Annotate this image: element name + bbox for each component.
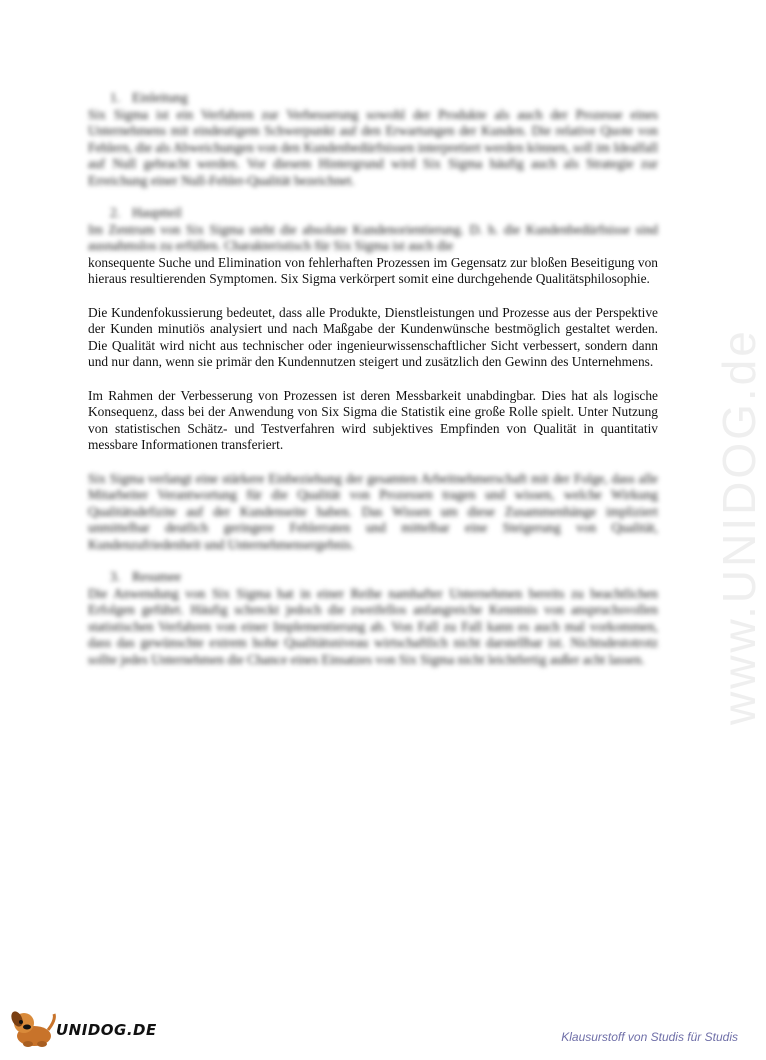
paragraph: Six Sigma ist ein Verfahren zur Verbesserung sowohl der Produkte als auch der Prozesse eines Unternehmens mit eindeutigem Schwerpunkt auf den Erwartungen der Kunden. Die relative Quote von Fehlern, die als Abweichungen von den Kundenbedürfnissen interpretiert werden können, soll im Idealfall auf Null gebracht werden. Vor diesem Hintergrund wird Six Sigma häufig auch als Strategie zur Erreichung einer Null-Fehler-Qualität bezeichnet. — [88, 106, 658, 188]
document-body — [88, 90, 658, 668]
paragraph: Die Kundenfokussierung bedeutet, dass alle Produkte, Dienstleistungen und Prozesse aus der Perspektive der Kunden minutiös analysiert und nach Maßgabe der Kundenwünsche bestmöglich gestaltet werden. Die Qualität wird nicht aus technischer oder ingenieurwissenschaftlicher Sicht verbessert, sondern dann und nur dann, wenn sie primär den Kundennutzen steigert und zusätzlich den Gewinn des Unternehmens. — [88, 304, 658, 369]
section-number: 3. — [110, 569, 121, 584]
watermark-text: www.UNIDOG.de — [713, 328, 765, 725]
section-introduction — [88, 90, 658, 189]
paragraph: Im Zentrum von Six Sigma steht die absolute Kundenorientierung. D. h. die Kundenbedürfnisse sind ausnahmslos zu erfüllen. Charakteristisch für Six Sigma ist auch die — [88, 221, 658, 253]
section-resume — [88, 569, 658, 668]
section-title: Resumee — [132, 569, 182, 584]
section-number: 2. — [110, 205, 121, 220]
section-title: Hauptteil — [132, 205, 182, 220]
paragraph: Die Anwendung von Six Sigma hat in einer Reihe namhafter Unternehmen bereits zu beachtlichen Erfolgen geführt. Häufig schreckt jedoch die zweifellos anfangreiche Kenntnis von anspruchsvollen statistischen Verfahren von einer Implementierung ab. Von Fall zu Fall kann es auch mal vorkommen, dass das gewünschte extrem hohe Qualitätsniveau wirtschaftlich nicht darstellbar ist. Nichtsdestotrotz sollte jedes Unternehmen die Chance eines Einsatzes von Six Sigma nicht leichtfertig außer acht lassen. — [88, 585, 658, 667]
logo-text: UNIDOG.DE — [56, 1021, 157, 1039]
unidog-logo[interactable] — [8, 1006, 158, 1046]
section-heading — [110, 205, 658, 222]
section-number: 1. — [110, 90, 121, 105]
paragraph: Six Sigma verlangt eine stärkere Einbeziehung der gesamten Arbeitnehmerschaft mit der Folge, dass alle Mitarbeiter Verantwortung für die Qualität von Prozessen tragen und wissen, welche Wirkung Qualitätsdefizite auf der Kundenseite haben. Das Wissen um diese Zusammenhänge impliziert unmittelbar deutlich geringere Fehlerraten und mittelbar eine Steigerung von Qualität, Kundenzufriedenheit und Unternehmensergebnis. — [88, 470, 658, 552]
section-heading — [110, 569, 658, 586]
dog-icon — [8, 1006, 60, 1048]
section-heading — [110, 90, 658, 107]
section-main-blurred-start — [88, 205, 658, 255]
footer-tagline: Klausurstoff von Studis für Studis — [561, 1030, 738, 1044]
paragraph: konsequente Suche und Elimination von fehlerhaften Prozessen im Gegensatz zur bloßen Beseitigung von hieraus resultierenden Symptomen. Six Sigma verkörpert somit eine durchgehende Qualitätsphilosophie. — [88, 254, 658, 286]
section-main — [88, 205, 658, 553]
paragraph: Im Rahmen der Verbesserung von Prozessen ist deren Messbarkeit unabdingbar. Dies hat als logische Konsequenz, dass bei der Anwendung von Six Sigma die Statistik eine große Rolle spielt. Unter Nutzung von statistischen Schätz- und Testverfahren wird subjektives Empfinden von Qualität in quantitativ messbare Informationen transferiert. — [88, 387, 658, 452]
section-title: Einleitung — [132, 90, 188, 105]
